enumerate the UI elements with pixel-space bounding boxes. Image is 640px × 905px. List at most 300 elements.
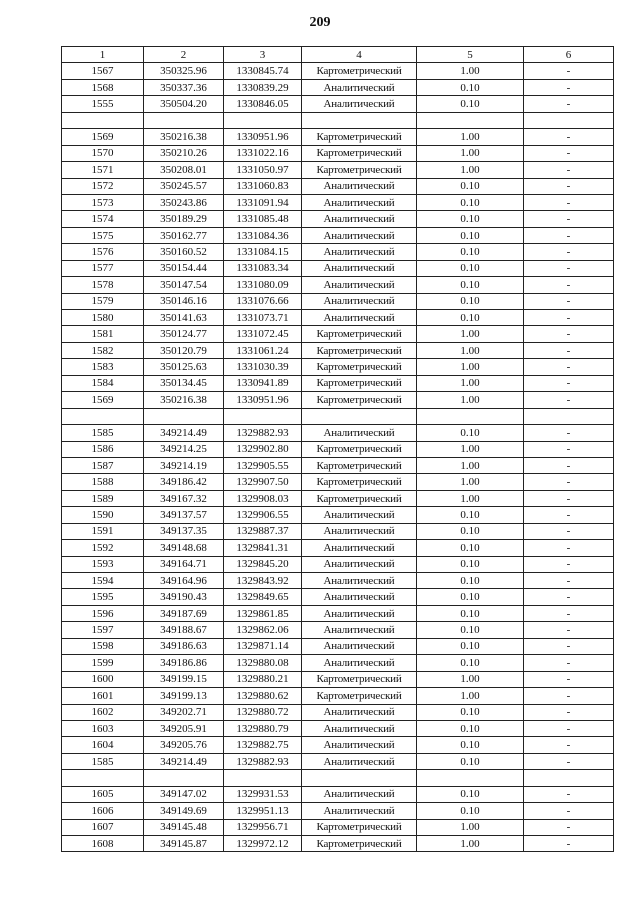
y-coordinate-cell: 1330951.96 (224, 129, 302, 145)
method-cell: Аналитический (302, 720, 417, 736)
note-cell: - (524, 129, 614, 145)
table-row (62, 490, 614, 506)
accuracy-cell: 1.00 (417, 836, 524, 852)
table-row (62, 753, 614, 769)
point-number-cell: 1602 (62, 704, 144, 720)
x-coordinate-cell: 350189.29 (144, 211, 224, 227)
table-row (62, 342, 614, 358)
table-row (62, 293, 614, 309)
accuracy-cell: 0.10 (417, 803, 524, 819)
method-cell: Аналитический (302, 194, 417, 210)
column-header: 4 (302, 47, 417, 63)
point-number-cell: 1585 (62, 425, 144, 441)
y-coordinate-cell: 1329972.12 (224, 836, 302, 852)
method-cell: Картометрический (302, 836, 417, 852)
table-row (62, 244, 614, 260)
accuracy-cell: 0.10 (417, 96, 524, 112)
point-number-cell: 1580 (62, 310, 144, 326)
note-cell: - (524, 375, 614, 391)
table-row (62, 145, 614, 161)
y-coordinate-cell: 1331060.83 (224, 178, 302, 194)
y-coordinate-cell: 1329882.75 (224, 737, 302, 753)
table-row (62, 129, 614, 145)
point-number-cell: 1571 (62, 162, 144, 178)
method-cell: Картометрический (302, 441, 417, 457)
accuracy-cell: 0.10 (417, 523, 524, 539)
point-number-cell: 1581 (62, 326, 144, 342)
y-coordinate-cell: 1329902.80 (224, 441, 302, 457)
table-row (62, 162, 614, 178)
y-coordinate-cell: 1331084.36 (224, 227, 302, 243)
accuracy-cell (417, 408, 524, 424)
accuracy-cell: 0.10 (417, 211, 524, 227)
accuracy-cell: 0.10 (417, 293, 524, 309)
table-row (62, 786, 614, 802)
y-coordinate-cell: 1331022.16 (224, 145, 302, 161)
y-coordinate-cell: 1329862.06 (224, 622, 302, 638)
accuracy-cell: 0.10 (417, 178, 524, 194)
x-coordinate-cell: 349199.13 (144, 688, 224, 704)
x-coordinate-cell: 349145.48 (144, 819, 224, 835)
accuracy-cell: 0.10 (417, 507, 524, 523)
y-coordinate-cell: 1329956.71 (224, 819, 302, 835)
table-row (62, 441, 614, 457)
accuracy-cell: 1.00 (417, 359, 524, 375)
point-number-cell: 1569 (62, 129, 144, 145)
accuracy-cell: 0.10 (417, 260, 524, 276)
y-coordinate-cell: 1329843.92 (224, 573, 302, 589)
note-cell: - (524, 507, 614, 523)
x-coordinate-cell: 350208.01 (144, 162, 224, 178)
y-coordinate-cell: 1329882.93 (224, 425, 302, 441)
method-cell (302, 112, 417, 128)
y-coordinate-cell: 1331085.48 (224, 211, 302, 227)
point-number-cell: 1579 (62, 293, 144, 309)
note-cell: - (524, 573, 614, 589)
accuracy-cell (417, 770, 524, 786)
note-cell: - (524, 96, 614, 112)
point-number-cell: 1577 (62, 260, 144, 276)
method-cell: Аналитический (302, 507, 417, 523)
method-cell: Картометрический (302, 819, 417, 835)
point-number-cell: 1576 (62, 244, 144, 260)
note-cell: - (524, 162, 614, 178)
y-coordinate-cell (224, 112, 302, 128)
note-cell: - (524, 244, 614, 260)
y-coordinate-cell: 1331080.09 (224, 277, 302, 293)
table-row (62, 310, 614, 326)
table-row (62, 688, 614, 704)
method-cell: Картометрический (302, 342, 417, 358)
x-coordinate-cell: 349186.42 (144, 474, 224, 490)
note-cell: - (524, 194, 614, 210)
x-coordinate-cell: 350504.20 (144, 96, 224, 112)
y-coordinate-cell: 1330951.96 (224, 392, 302, 408)
table-row (62, 375, 614, 391)
accuracy-cell: 0.10 (417, 704, 524, 720)
x-coordinate-cell: 350141.63 (144, 310, 224, 326)
accuracy-cell: 0.10 (417, 573, 524, 589)
method-cell: Аналитический (302, 425, 417, 441)
table-row (62, 63, 614, 79)
method-cell: Картометрический (302, 63, 417, 79)
note-cell: - (524, 342, 614, 358)
note-cell: - (524, 523, 614, 539)
point-number-cell: 1587 (62, 457, 144, 473)
accuracy-cell: 1.00 (417, 129, 524, 145)
y-coordinate-cell: 1329849.65 (224, 589, 302, 605)
method-cell: Аналитический (302, 605, 417, 621)
table-row (62, 836, 614, 852)
x-coordinate-cell: 349186.63 (144, 638, 224, 654)
method-cell: Картометрический (302, 671, 417, 687)
table-row (62, 392, 614, 408)
point-number-cell: 1578 (62, 277, 144, 293)
method-cell: Картометрический (302, 474, 417, 490)
x-coordinate-cell: 349190.43 (144, 589, 224, 605)
note-cell: - (524, 688, 614, 704)
table-row (62, 178, 614, 194)
table-row (62, 474, 614, 490)
table-row (62, 523, 614, 539)
note-cell: - (524, 145, 614, 161)
y-coordinate-cell: 1331030.39 (224, 359, 302, 375)
accuracy-cell: 1.00 (417, 671, 524, 687)
table-row (62, 277, 614, 293)
y-coordinate-cell: 1330839.29 (224, 79, 302, 95)
note-cell: - (524, 425, 614, 441)
method-cell: Аналитический (302, 803, 417, 819)
table-row-blank (62, 112, 614, 128)
x-coordinate-cell: 349214.49 (144, 753, 224, 769)
table-row (62, 671, 614, 687)
method-cell: Аналитический (302, 556, 417, 572)
table-row (62, 573, 614, 589)
x-coordinate-cell: 350216.38 (144, 392, 224, 408)
accuracy-cell: 1.00 (417, 162, 524, 178)
y-coordinate-cell: 1329880.08 (224, 655, 302, 671)
table-row (62, 79, 614, 95)
accuracy-cell: 0.10 (417, 753, 524, 769)
method-cell: Картометрический (302, 392, 417, 408)
y-coordinate-cell: 1330941.89 (224, 375, 302, 391)
point-number-cell: 1603 (62, 720, 144, 736)
point-number-cell: 1590 (62, 507, 144, 523)
note-cell: - (524, 803, 614, 819)
note-cell: - (524, 293, 614, 309)
x-coordinate-cell: 349214.25 (144, 441, 224, 457)
note-cell: - (524, 441, 614, 457)
x-coordinate-cell: 349199.15 (144, 671, 224, 687)
y-coordinate-cell: 1329880.21 (224, 671, 302, 687)
method-cell: Картометрический (302, 145, 417, 161)
y-coordinate-cell: 1329882.93 (224, 753, 302, 769)
method-cell: Аналитический (302, 753, 417, 769)
x-coordinate-cell: 350245.57 (144, 178, 224, 194)
point-number-cell: 1567 (62, 63, 144, 79)
table-row (62, 803, 614, 819)
method-cell: Аналитический (302, 622, 417, 638)
method-cell: Картометрический (302, 457, 417, 473)
accuracy-cell: 1.00 (417, 63, 524, 79)
method-cell: Картометрический (302, 326, 417, 342)
point-number-cell: 1583 (62, 359, 144, 375)
table-row (62, 605, 614, 621)
y-coordinate-cell: 1329908.03 (224, 490, 302, 506)
x-coordinate-cell: 350154.44 (144, 260, 224, 276)
y-coordinate-cell: 1331072.45 (224, 326, 302, 342)
accuracy-cell: 0.10 (417, 227, 524, 243)
table-row (62, 359, 614, 375)
note-cell: - (524, 556, 614, 572)
note-cell: - (524, 605, 614, 621)
table-row (62, 425, 614, 441)
table-row (62, 194, 614, 210)
column-header: 5 (417, 47, 524, 63)
table-row (62, 457, 614, 473)
accuracy-cell: 1.00 (417, 145, 524, 161)
accuracy-cell: 0.10 (417, 425, 524, 441)
y-coordinate-cell (224, 408, 302, 424)
y-coordinate-cell: 1329931.53 (224, 786, 302, 802)
y-coordinate-cell: 1329880.72 (224, 704, 302, 720)
y-coordinate-cell: 1329887.37 (224, 523, 302, 539)
note-cell: - (524, 737, 614, 753)
table-row (62, 260, 614, 276)
y-coordinate-cell: 1331091.94 (224, 194, 302, 210)
x-coordinate-cell: 349205.91 (144, 720, 224, 736)
note-cell: - (524, 589, 614, 605)
method-cell: Аналитический (302, 178, 417, 194)
accuracy-cell: 1.00 (417, 474, 524, 490)
note-cell: - (524, 392, 614, 408)
point-number-cell: 1586 (62, 441, 144, 457)
accuracy-cell: 0.10 (417, 737, 524, 753)
accuracy-cell: 1.00 (417, 490, 524, 506)
point-number-cell: 1600 (62, 671, 144, 687)
accuracy-cell: 0.10 (417, 786, 524, 802)
note-cell: - (524, 786, 614, 802)
note-cell: - (524, 704, 614, 720)
y-coordinate-cell: 1329841.31 (224, 540, 302, 556)
page-number: 209 (309, 15, 331, 30)
accuracy-cell: 0.10 (417, 540, 524, 556)
x-coordinate-cell: 350160.52 (144, 244, 224, 260)
point-number-cell: 1605 (62, 786, 144, 802)
x-coordinate-cell: 349147.02 (144, 786, 224, 802)
note-cell: - (524, 260, 614, 276)
method-cell: Аналитический (302, 655, 417, 671)
x-coordinate-cell: 349167.32 (144, 490, 224, 506)
table-row (62, 227, 614, 243)
point-number-cell: 1594 (62, 573, 144, 589)
point-number-cell: 1575 (62, 227, 144, 243)
accuracy-cell: 0.10 (417, 277, 524, 293)
method-cell: Аналитический (302, 540, 417, 556)
method-cell: Аналитический (302, 244, 417, 260)
point-number-cell: 1574 (62, 211, 144, 227)
method-cell: Аналитический (302, 786, 417, 802)
accuracy-cell: 1.00 (417, 392, 524, 408)
point-number-cell: 1584 (62, 375, 144, 391)
table-row (62, 720, 614, 736)
method-cell: Аналитический (302, 638, 417, 654)
y-coordinate-cell: 1329951.13 (224, 803, 302, 819)
y-coordinate-cell: 1329871.14 (224, 638, 302, 654)
method-cell: Аналитический (302, 260, 417, 276)
coordinates-table (61, 46, 614, 852)
point-number-cell: 1597 (62, 622, 144, 638)
point-number-cell: 1607 (62, 819, 144, 835)
accuracy-cell: 0.10 (417, 556, 524, 572)
point-number-cell: 1601 (62, 688, 144, 704)
table-header-row (62, 47, 614, 63)
table-row (62, 211, 614, 227)
x-coordinate-cell: 350125.63 (144, 359, 224, 375)
point-number-cell: 1604 (62, 737, 144, 753)
y-coordinate-cell: 1331076.66 (224, 293, 302, 309)
column-header: 1 (62, 47, 144, 63)
x-coordinate-cell: 349149.69 (144, 803, 224, 819)
table-row (62, 622, 614, 638)
y-coordinate-cell: 1329905.55 (224, 457, 302, 473)
note-cell: - (524, 310, 614, 326)
x-coordinate-cell: 350216.38 (144, 129, 224, 145)
table-row (62, 819, 614, 835)
note-cell: - (524, 490, 614, 506)
table-row (62, 96, 614, 112)
method-cell: Аналитический (302, 589, 417, 605)
x-coordinate-cell: 349187.69 (144, 605, 224, 621)
x-coordinate-cell: 349214.19 (144, 457, 224, 473)
point-number-cell: 1568 (62, 79, 144, 95)
point-number-cell: 1596 (62, 605, 144, 621)
note-cell: - (524, 63, 614, 79)
table-row (62, 737, 614, 753)
point-number-cell: 1588 (62, 474, 144, 490)
note-cell: - (524, 638, 614, 654)
method-cell: Аналитический (302, 293, 417, 309)
point-number-cell: 1606 (62, 803, 144, 819)
note-cell: - (524, 474, 614, 490)
column-header: 3 (224, 47, 302, 63)
point-number-cell: 1570 (62, 145, 144, 161)
accuracy-cell: 1.00 (417, 375, 524, 391)
y-coordinate-cell: 1329906.55 (224, 507, 302, 523)
accuracy-cell: 0.10 (417, 244, 524, 260)
column-header: 6 (524, 47, 614, 63)
point-number-cell (62, 770, 144, 786)
x-coordinate-cell: 350120.79 (144, 342, 224, 358)
x-coordinate-cell: 350243.86 (144, 194, 224, 210)
point-number-cell: 1582 (62, 342, 144, 358)
method-cell: Аналитический (302, 96, 417, 112)
x-coordinate-cell (144, 408, 224, 424)
note-cell (524, 408, 614, 424)
method-cell: Картометрический (302, 129, 417, 145)
y-coordinate-cell: 1331050.97 (224, 162, 302, 178)
y-coordinate-cell: 1329880.79 (224, 720, 302, 736)
table-row (62, 556, 614, 572)
method-cell (302, 770, 417, 786)
accuracy-cell: 0.10 (417, 655, 524, 671)
x-coordinate-cell: 350162.77 (144, 227, 224, 243)
accuracy-cell: 0.10 (417, 310, 524, 326)
method-cell: Аналитический (302, 79, 417, 95)
accuracy-cell: 0.10 (417, 638, 524, 654)
point-number-cell: 1589 (62, 490, 144, 506)
method-cell: Аналитический (302, 737, 417, 753)
note-cell: - (524, 227, 614, 243)
note-cell: - (524, 457, 614, 473)
y-coordinate-cell: 1329880.62 (224, 688, 302, 704)
note-cell: - (524, 359, 614, 375)
method-cell: Картометрический (302, 359, 417, 375)
point-number-cell: 1599 (62, 655, 144, 671)
x-coordinate-cell: 349214.49 (144, 425, 224, 441)
note-cell: - (524, 211, 614, 227)
note-cell (524, 112, 614, 128)
table-row (62, 638, 614, 654)
note-cell: - (524, 655, 614, 671)
y-coordinate-cell: 1331061.24 (224, 342, 302, 358)
method-cell: Картометрический (302, 375, 417, 391)
accuracy-cell: 1.00 (417, 326, 524, 342)
x-coordinate-cell: 349164.71 (144, 556, 224, 572)
note-cell: - (524, 622, 614, 638)
y-coordinate-cell: 1331084.15 (224, 244, 302, 260)
accuracy-cell: 0.10 (417, 79, 524, 95)
x-coordinate-cell: 349137.35 (144, 523, 224, 539)
accuracy-cell: 0.10 (417, 589, 524, 605)
method-cell (302, 408, 417, 424)
note-cell: - (524, 277, 614, 293)
note-cell: - (524, 671, 614, 687)
table-body (62, 63, 614, 852)
x-coordinate-cell: 349164.96 (144, 573, 224, 589)
point-number-cell: 1573 (62, 194, 144, 210)
point-number-cell (62, 112, 144, 128)
x-coordinate-cell: 349145.87 (144, 836, 224, 852)
point-number-cell: 1595 (62, 589, 144, 605)
x-coordinate-cell: 350325.96 (144, 63, 224, 79)
accuracy-cell: 0.10 (417, 622, 524, 638)
x-coordinate-cell: 349137.57 (144, 507, 224, 523)
note-cell: - (524, 326, 614, 342)
x-coordinate-cell: 350146.16 (144, 293, 224, 309)
y-coordinate-cell: 1329845.20 (224, 556, 302, 572)
accuracy-cell: 1.00 (417, 457, 524, 473)
x-coordinate-cell: 349186.86 (144, 655, 224, 671)
method-cell: Аналитический (302, 704, 417, 720)
point-number-cell: 1585 (62, 753, 144, 769)
point-number-cell (62, 408, 144, 424)
x-coordinate-cell: 349148.68 (144, 540, 224, 556)
y-coordinate-cell: 1330845.74 (224, 63, 302, 79)
note-cell: - (524, 836, 614, 852)
x-coordinate-cell: 350124.77 (144, 326, 224, 342)
accuracy-cell (417, 112, 524, 128)
method-cell: Аналитический (302, 227, 417, 243)
table-row-blank (62, 408, 614, 424)
y-coordinate-cell: 1330846.05 (224, 96, 302, 112)
table-row (62, 507, 614, 523)
x-coordinate-cell: 350210.26 (144, 145, 224, 161)
table-row-blank (62, 770, 614, 786)
accuracy-cell: 0.10 (417, 720, 524, 736)
x-coordinate-cell: 349202.71 (144, 704, 224, 720)
point-number-cell: 1572 (62, 178, 144, 194)
